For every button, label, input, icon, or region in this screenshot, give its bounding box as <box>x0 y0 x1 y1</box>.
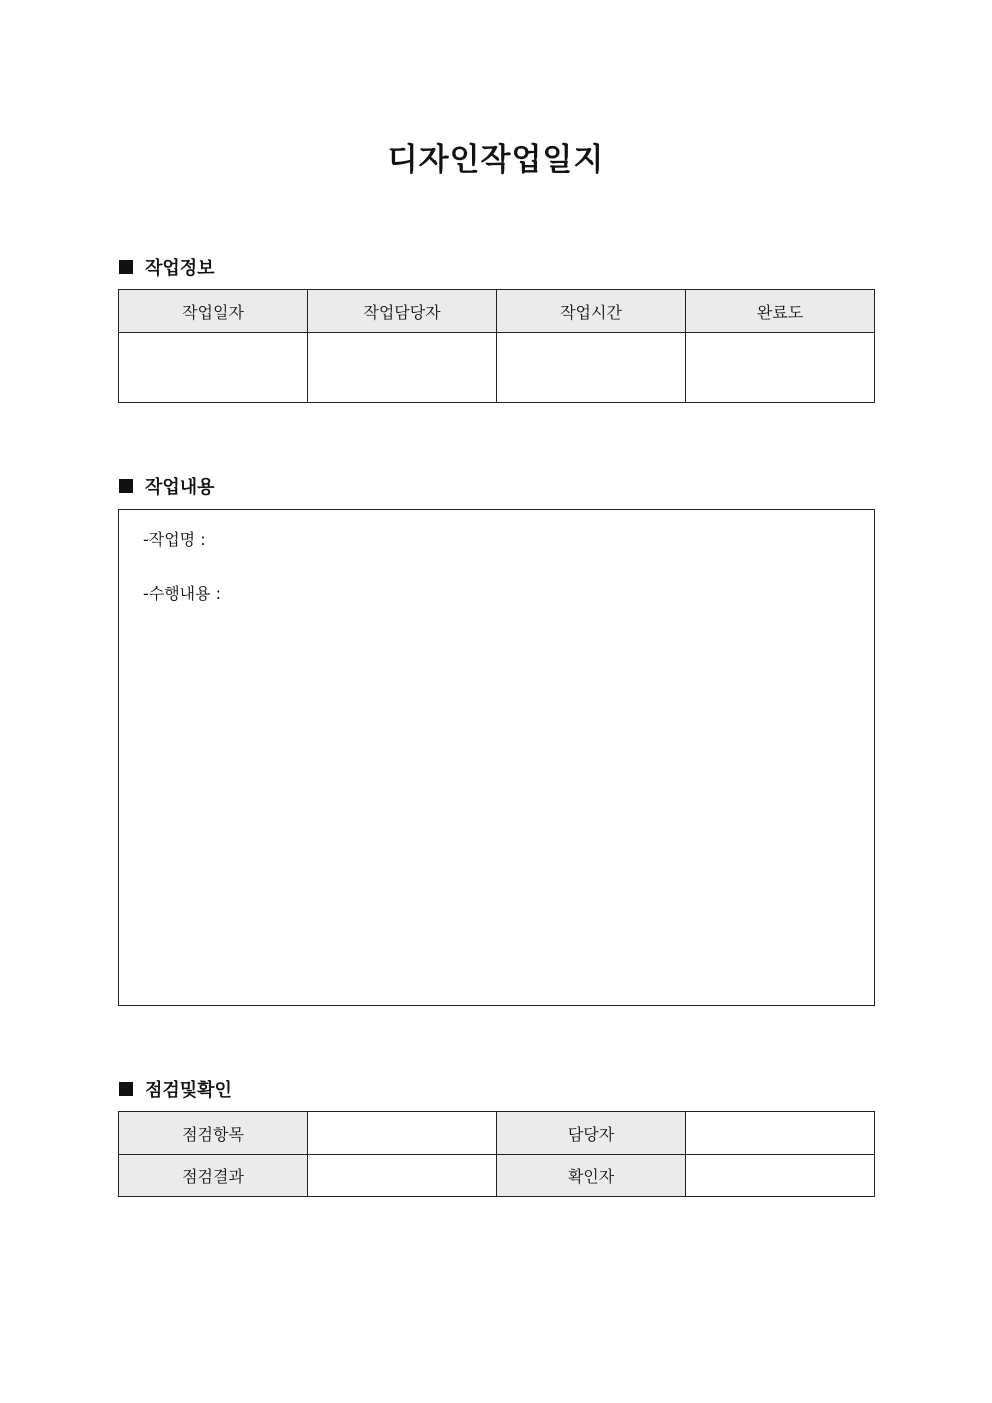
section-heading-label: 작업정보 <box>145 258 215 279</box>
label-inspection-result: 점검결과 <box>119 1155 308 1197</box>
work-info-table <box>118 289 875 403</box>
work-content-box[interactable] <box>118 509 875 1006</box>
value-inspection-item[interactable] <box>308 1112 497 1155</box>
label-confirmer: 확인자 <box>497 1155 686 1197</box>
value-person-in-charge[interactable] <box>686 1112 875 1155</box>
header-work-time: 작업시간 <box>497 290 686 333</box>
work-details-line: -수행내용 : <box>143 584 222 603</box>
value-work-date[interactable] <box>119 333 308 403</box>
section-heading-inspection <box>119 1076 232 1102</box>
header-completion: 완료도 <box>686 290 875 333</box>
value-inspection-result[interactable] <box>308 1155 497 1197</box>
value-work-time[interactable] <box>497 333 686 403</box>
header-work-manager: 작업담당자 <box>308 290 497 333</box>
label-inspection-item: 점검항목 <box>119 1112 308 1155</box>
square-bullet-icon <box>119 1082 133 1096</box>
value-confirmer[interactable] <box>686 1155 875 1197</box>
section-heading-label: 점검및확인 <box>145 1080 232 1101</box>
section-heading-work-content <box>119 473 215 499</box>
page-title: 디자인작업일지 <box>387 142 605 178</box>
work-name-line: -작업명 : <box>143 530 206 549</box>
header-work-date: 작업일자 <box>119 290 308 333</box>
square-bullet-icon <box>119 260 133 274</box>
inspection-table <box>118 1111 875 1197</box>
value-work-manager[interactable] <box>308 333 497 403</box>
section-heading-work-info <box>119 254 215 280</box>
label-person-in-charge: 담당자 <box>497 1112 686 1155</box>
value-completion[interactable] <box>686 333 875 403</box>
square-bullet-icon <box>119 479 133 493</box>
section-heading-label: 작업내용 <box>145 477 215 498</box>
